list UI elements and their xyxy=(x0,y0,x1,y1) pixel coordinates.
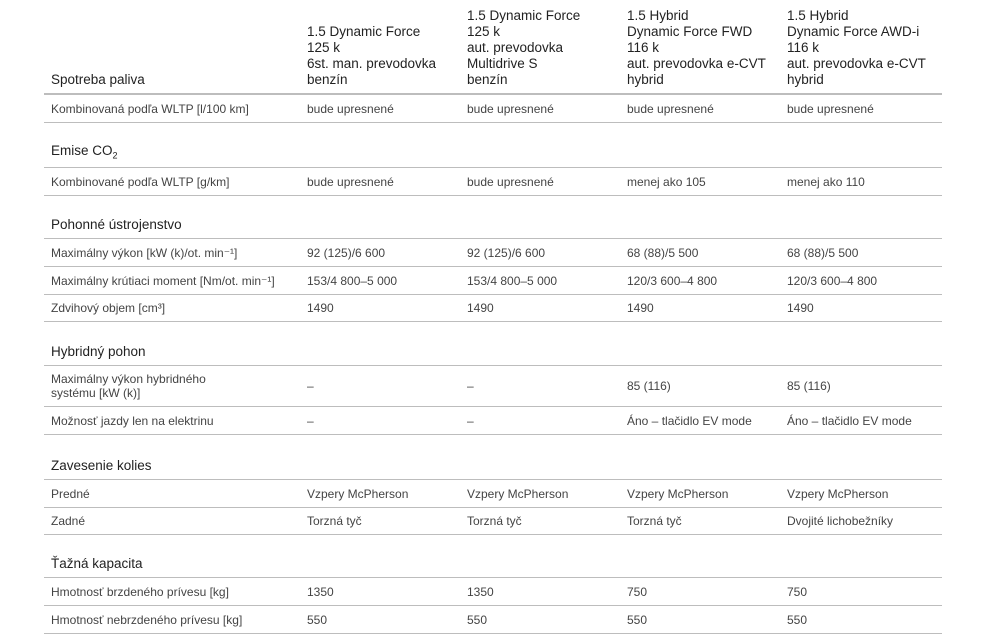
row-value: 92 (125)/6 600 xyxy=(307,245,386,260)
row-value: 750 xyxy=(787,584,808,599)
row-value: Vzpery McPherson xyxy=(307,486,409,501)
section-header xyxy=(44,534,942,577)
column-header-1: 1.5 Dynamic Force 125 k 6st. man. prevodovka benzín xyxy=(307,24,437,87)
row-value: 550 xyxy=(467,612,488,627)
section-title-fuel: Spotreba paliva xyxy=(51,72,145,87)
row-value: 1490 xyxy=(627,301,654,315)
table-row xyxy=(44,406,942,434)
row-value: Vzpery McPherson xyxy=(787,486,889,501)
section-title-towing: Ťažná kapacita xyxy=(51,556,143,571)
row-value: 550 xyxy=(787,612,808,627)
row-value: Vzpery McPherson xyxy=(467,486,569,501)
row-label: Zadné xyxy=(51,514,86,528)
row-value: 1490 xyxy=(787,301,814,315)
column-header-2: 1.5 Dynamic Force 125 k aut. prevodovka Multidrive S benzín xyxy=(467,8,581,87)
section-title-hybrid: Hybridný pohon xyxy=(51,344,146,359)
table-row xyxy=(44,266,942,294)
row-value: 68 (88)/5 500 xyxy=(627,245,699,260)
row-label: Hmotnosť nebrzdeného prívesu [kg] xyxy=(51,612,243,627)
row-value: menej ako 110 xyxy=(787,174,865,189)
row-value: 68 (88)/5 500 xyxy=(787,245,859,260)
row-label: Kombinované podľa WLTP [g/km] xyxy=(51,174,230,189)
table-row xyxy=(44,167,942,195)
section-header xyxy=(44,434,942,479)
row-label: Kombinovaná podľa WLTP [l/100 km] xyxy=(51,101,249,116)
row-value: 120/3 600–4 800 xyxy=(627,273,718,288)
row-value: 85 (116) xyxy=(627,379,671,393)
row-value: bude upresnené xyxy=(307,101,394,116)
row-value: – xyxy=(467,379,474,393)
row-value: bude upresnené xyxy=(627,101,714,116)
table-row xyxy=(44,238,942,266)
row-value: bude upresnené xyxy=(467,174,554,189)
row-value: 550 xyxy=(307,612,328,627)
row-label: Maximálny výkon hybridného systému [kW (k)] xyxy=(51,372,206,400)
row-value: 153/4 800–5 000 xyxy=(307,273,398,288)
row-value: 1490 xyxy=(467,301,494,315)
row-value: 1490 xyxy=(307,301,334,315)
table-row xyxy=(44,365,942,406)
column-header-4: 1.5 Hybrid Dynamic Force AWD-i 116 k aut. prevodovka e-CVT hybrid xyxy=(787,8,926,87)
table-header xyxy=(44,0,942,94)
row-value: 153/4 800–5 000 xyxy=(467,273,558,288)
row-value: Torzná tyč xyxy=(467,514,522,528)
row-value: – xyxy=(307,413,314,428)
section-title-powertrain: Pohonné ústrojenstvo xyxy=(51,217,182,232)
row-value: 1350 xyxy=(467,584,494,599)
row-value: bude upresnené xyxy=(307,174,394,189)
table-row xyxy=(44,507,942,534)
row-value: Áno – tlačidlo EV mode xyxy=(787,413,912,428)
row-label: Hmotnosť brzdeného prívesu [kg] xyxy=(51,584,229,599)
table-row xyxy=(44,294,942,321)
row-value: 92 (125)/6 600 xyxy=(467,245,546,260)
row-value: menej ako 105 xyxy=(627,174,706,189)
row-value: – xyxy=(467,413,474,428)
row-value: 550 xyxy=(627,612,648,627)
row-label: Maximálny krútiaci moment [Nm/ot. min⁻¹] xyxy=(51,273,275,288)
table-row xyxy=(44,94,942,122)
table-row xyxy=(44,577,942,605)
row-label: Maximálny výkon [kW (k)/ot. min⁻¹] xyxy=(51,245,238,260)
spec-table xyxy=(44,0,942,634)
row-value: – xyxy=(307,379,314,393)
section-header xyxy=(44,321,942,365)
row-label: Zdvihový objem [cm³] xyxy=(51,301,166,315)
row-value: Áno – tlačidlo EV mode xyxy=(627,413,752,428)
row-value: 1350 xyxy=(307,584,334,599)
column-header-3: 1.5 Hybrid Dynamic Force FWD 116 k aut. prevodovka e-CVT hybrid xyxy=(627,8,766,87)
section-title-emissions: Emise $CO_2$ xyxy=(51,143,118,161)
row-value: bude upresnené xyxy=(467,101,554,116)
row-value: Vzpery McPherson xyxy=(627,486,729,501)
table-row xyxy=(44,479,942,507)
row-value: 750 xyxy=(627,584,648,599)
row-value: Dvojité lichobežníky xyxy=(787,514,894,528)
row-label: Možnosť jazdy len na elektrinu xyxy=(51,413,214,428)
section-title-suspension: Zavesenie kolies xyxy=(51,458,152,473)
row-value: bude upresnené xyxy=(787,101,874,116)
section-header xyxy=(44,195,942,238)
row-value: 85 (116) xyxy=(787,379,831,393)
section-header xyxy=(44,122,942,167)
row-value: 120/3 600–4 800 xyxy=(787,273,878,288)
row-label: Predné xyxy=(51,486,90,501)
table-row xyxy=(44,605,942,634)
row-value: Torzná tyč xyxy=(307,514,362,528)
row-value: Torzná tyč xyxy=(627,514,682,528)
